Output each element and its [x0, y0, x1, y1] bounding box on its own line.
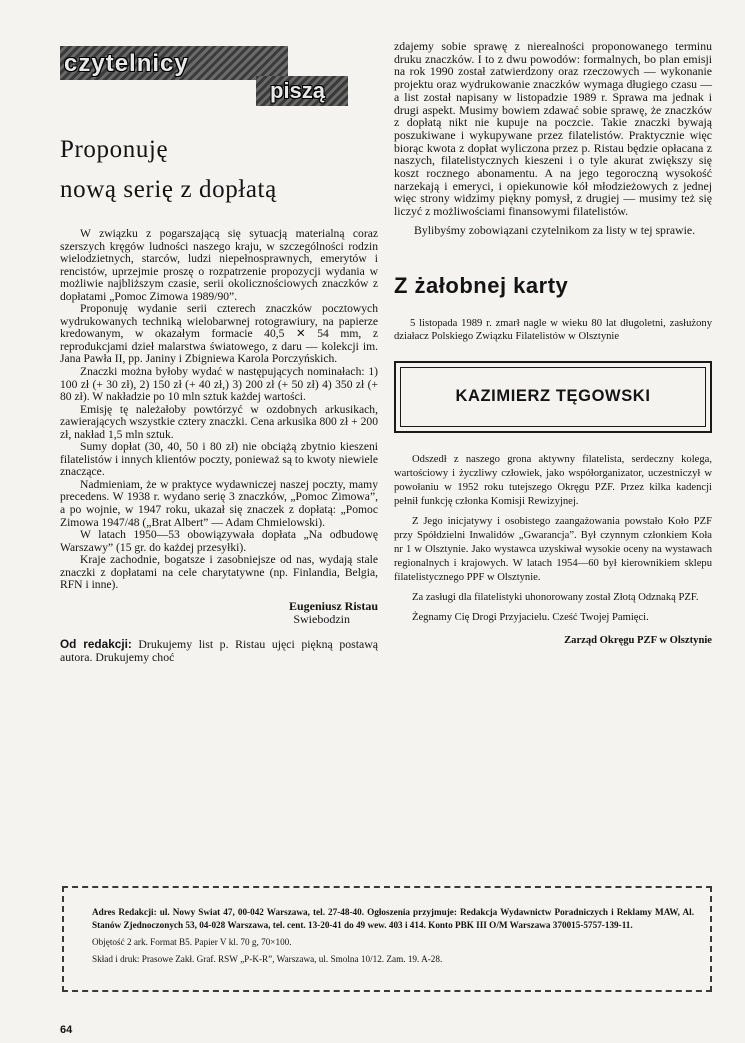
- editorial-text: Drukujemy list p. Ristau ujęci piękną postawą autora. Drukujemy choć: [60, 636, 378, 664]
- obituary-paragraph: Żegnamy Cię Drogi Przyjacielu. Cześć Twojej Pamięci.: [412, 611, 649, 623]
- author-name: Eugeniusz Ristau: [288, 598, 378, 613]
- footer-volume: Objętość 2 ark. Format B5. Papier V kl. 70 g, 70×100.: [92, 937, 292, 947]
- article-paragraph: W związku z pogarszającą się sytuacją materialną coraz szerszych kręgów ludności naszego kraju, w szczególności rodzin wielodzietnych, starców, ludzi niepełnosprawnych, emerytów i rencistów, uprzejmie proszę o rozpatrzenie propozycji wydania w możliwie najbliższym czasie, serii okolicznościowych znaczków z dopłatami „Pomoc Zimowa 1989/90”.: [60, 227, 378, 303]
- obituary-name-frame: [394, 361, 712, 433]
- author-signature: [60, 600, 378, 626]
- banner-bottom-block: [256, 76, 348, 106]
- article-paragraph: W latach 1950—53 obowiązywała dopłata „Na odbudowę Warszawy” (15 gr. do każdej przesyłki).: [60, 528, 378, 554]
- obituary-name: KAZIMIERZ TĘGOWSKI: [400, 367, 706, 427]
- editorial-label: Od redakcji:: [60, 636, 132, 651]
- article-body: [60, 228, 378, 592]
- banner-bottom-label: piszą: [270, 78, 326, 103]
- article-paragraph: Proponuję wydanie serii czterech znaczków pocztowych wydrukowanych techniką wielobarwnej rotograwiury, na papierze kredowanym, w okazałym formacie 40,5 ✕ 54 mm, z reprodukcjami dzieł malarstwa światowego, z daru — kolekcji im. Jana Pawła II, pp. Janiny i Zbigniewa Karola Porczyńskich.: [60, 302, 378, 366]
- banner-top-block: [60, 46, 288, 80]
- obituary-intro: [394, 317, 712, 343]
- page-number: 64: [60, 1024, 73, 1036]
- obituary-paragraph: Odszedł z naszego grona aktywny filatelista, serdeczny kolega, wartościowy i życzliwy człowiek, jako współorganizator, uczestniczył w powołaniu w 1952 roku tutejszego Okręgu PZF. Przez kilka kadencji pełnił funkcję członka Komisji Rewizyjnej.: [394, 453, 712, 507]
- article-paragraph: Sumy dopłat (30, 40, 50 i 80 zł) nie obciążą zbytnio kieszeni filatelistów i innych klientów poczty, ponieważ są to kwoty niewiele znaczące.: [60, 440, 378, 479]
- left-column: [60, 40, 378, 664]
- footer-address: Adres Redakcji: ul. Nowy Swiat 47, 00-042 Warszawa, tel. 27-48-40. Ogłoszenia przyjmuje: Redakcja Wydawnictw Poradniczych i Reklamy MAW, Al. Stanów Zjednoczonych 53, 04-028 Warszawa, tel. cent. 13-20-41 do 49 wew. 403 i 414. Konto PBK III O/M Warszawa 370015-5757-139-11.: [92, 907, 694, 930]
- article-title: [60, 130, 378, 210]
- publisher-footer: [62, 886, 712, 992]
- right-column: [394, 40, 712, 646]
- obituary-intro-text: 5 listopada 1989 r. zmarł nagle w wieku 80 lat długoletni, zasłużony działacz Polskiego Związku Filatelistów w Olsztynie: [394, 317, 712, 342]
- article-paragraph: Znaczki można byłoby wydać w następujących nominałach: 1) 100 zł (+ 30 zł), 2) 150 zł (+ 40 zł,) 3) 200 zł (+ 50 zł) 4) 350 zł (+ 80 zł). W nakładzie po 10 mln sztuk każdej wartości.: [60, 365, 378, 404]
- author-place: Swiebodzin: [293, 611, 350, 626]
- editorial-note: [60, 638, 378, 664]
- footer-print: Skład i druk: Prasowe Zakł. Graf. RSW „P-K-R”, Warszawa, ul. Smolna 10/12. Zam. 19. A-28.: [92, 954, 443, 964]
- article-paragraph: Kraje zachodnie, bogatsze i zasobniejsze od nas, wydają stale znaczki z dopłatami na cele charytatywne (np. Finlandia, Belgia, RFN i inne).: [60, 553, 378, 592]
- obituary-paragraph: Za zasługi dla filatelistyki uhonorowany został Złotą Odznaką PZF.: [412, 591, 699, 603]
- article-paragraph: Emisję tę należałoby powtórzyć w ozdobnych arkusikach, zawierających wszystkie cztery znaczki. Cena arkusika 800 zł + 200 zł, nakład 1,5 mln sztuk.: [60, 402, 378, 441]
- obituary-section-title: Z żałobnej karty: [394, 272, 569, 298]
- obituary-paragraph: Z Jego inicjatywy i osobistego zaangażowania powstało Koło PZF przy Spółdzielni Inwalidów „Gwarancja”. Był czynnym członkiem Koła nr 1 w Olsztynie. Jako wystawca uzyskiwał wysokie oceny na wystawach regionalnych i krajowych. W latach 1954—60 był kierownikiem sklepu filatelistycznego PPF w Olsztynie.: [394, 515, 712, 583]
- editorial-continuation: [394, 40, 712, 237]
- continuation-paragraph: zdajemy sobie sprawę z nierealności proponowanego terminu druku znaczków. I to z dwu powodów: formalnych, bo plan emisji na rok 1990 został zatwierdzony oraz rzeczowych — wykonanie projektu oraz wydrukowanie znaczków wymaga długiego czasu — a list został napisany w listopadzie 1989 r. Sprawa ma jednak i drugi aspekt. Musimy bowiem zdawać sobie sprawę, że znaczków z dopłatą nikt nie kupuje na poczcie. Takie znaczki bywają poszukiwane i wykupywane przez filatelistów. Praktycznie więc biorąc kwota z dopłat wyliczona przez p. Ristau będzie opłacana z naszych, filatelistycznych kieszeni i o tyle akurat zwiększy się koszt rocznego abonamentu. A na jego tegoroczną wysokość narzekają i emeryci, i opiekunowie kół młodzieżowych z jednej więc strony widzimy piękny pomysł, z drugiej — musimy też się liczyć z możliwościami finansowymi filatelistów.: [394, 39, 712, 219]
- obituary-signature: Zarząd Okręgu PZF w Olsztynie: [564, 634, 712, 646]
- article-title-line2: nową serię z dopłatą: [60, 176, 277, 203]
- banner-top-label: czytelnicy: [64, 50, 189, 77]
- closing-paragraph: Bylibyśmy zobowiązani czytelnikom za listy w tej sprawie.: [414, 222, 696, 237]
- article-title-line1: Proponuję: [60, 136, 169, 163]
- section-banner: [60, 40, 350, 122]
- obituary-body: [394, 453, 712, 625]
- article-paragraph: Nadmieniam, że w praktyce wydawniczej naszej poczty, mamy precedens. W 1938 r. wydano serię 3 znaczków, „Pomoc Zimowa”, a po wojnie, w 1947 roku, ukazał się znaczek z dopłatą: „Pomoc Zimowa 1947/48 („Brat Albert” — Adam Chmielowski).: [60, 477, 378, 529]
